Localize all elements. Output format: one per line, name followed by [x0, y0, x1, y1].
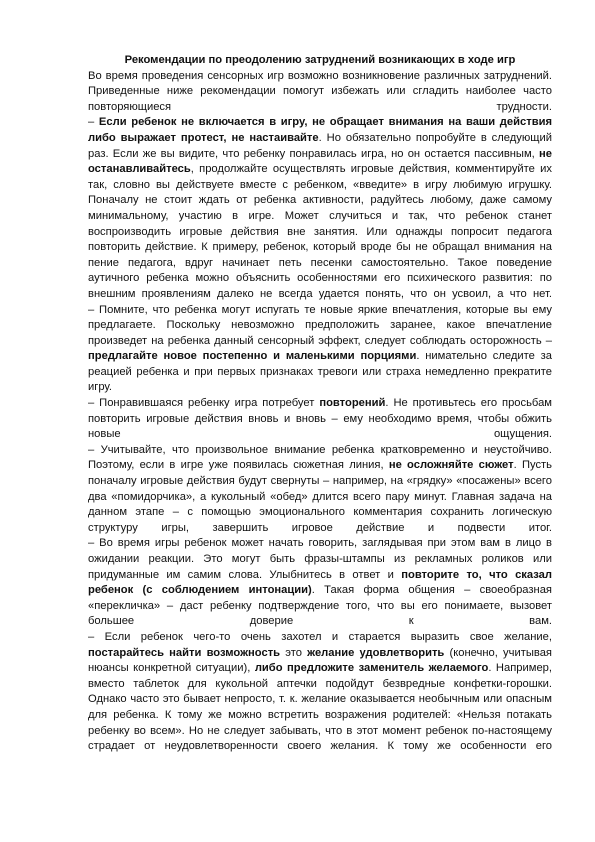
text-run: . Не противьтесь его просьбам повторить игровые действия вновь и вновь – ему необходимо время, чтобы обжить новые ощущения.: [88, 397, 552, 441]
paragraph: [88, 303, 552, 397]
text-run: – Понравившаяся ребенку игра потребует: [88, 397, 320, 410]
bold-text-run: постарайтесь найти возможность: [88, 646, 281, 659]
text-run: (конечно, учитывая нюансы конкретной ситуации),: [88, 646, 552, 675]
text-run: – Если ребенок чего-то очень захотел и старается выразить свое желание,: [88, 630, 552, 643]
text-run: . Но обязательно попробуйте в следующий раз. Если же вы видите, что ребенку понравилась игра, но он остается пассивным,: [88, 131, 552, 160]
paragraph: [88, 536, 552, 630]
paragraph: [88, 115, 552, 302]
bold-text-run: Если ребенок не включается в игру, не обращает внимания на ваши действия либо выражает протест, не настаивайте: [88, 116, 552, 144]
paragraph: [88, 396, 552, 443]
document-title: Рекомендации по преодолению затруднений возникающих в ходе игр: [124, 54, 516, 66]
bold-text-run: повторений: [319, 397, 386, 410]
bold-text-run: либо предложите заменитель желаемого: [254, 662, 489, 675]
text-run: , продолжайте осуществлять игровые действия, комментируйте их так, словно вы действуете вместе с ребенком, «введите» в игру любимую игрушку. Поначалу не стоит ждать от ребенка активности, радуйтесь любому, даже самому минимальному, участию в игре. Может случиться и так, что ребенок станет воспроизводить игровые действия вне занятия. Или однажды попросит педагога повторить действие. К примеру, ребенок, который вроде бы не обращал внимания на пение педагога, вдруг начинает петь песенки самостоятельно. Такое поведение аутичного ребенка можно объяснить особенностями его психического развития: по внешним проявлениям далеко не всегда удается понять, что он усвоил, а что нет.: [88, 163, 552, 300]
text-run: это: [280, 646, 308, 659]
text-run: Во время проведения сенсорных игр возможно возникновение различных затруднений. Приведенные ниже рекомендации помогут избежать или сгладить наиболее часто повторяющиеся трудности.: [88, 69, 552, 113]
text-run: –: [88, 116, 99, 129]
text-run: – Учитывайте, что произвольное внимание ребенка кратковременно и неустойчиво. Поэтому, если в игре уже появилась сюжетная линия,: [88, 443, 552, 472]
paragraph: [88, 69, 552, 116]
text-run: . Такая форма общения – своеобразная «перекличка» – даст ребенку подтверждение того, что вы его понимаете, вызовет большее доверие к вам.: [88, 584, 552, 628]
bold-text-run: желание удовлетворить: [307, 646, 445, 659]
text-run: – Помните, что ребенка могут испугать те новые яркие впечатления, которые вы ему предлагаете. Поскольку невозможно предположить заранее, какое впечатление произведет на ребенка данный сенсорный эффект, следует соблюдать осторожность –: [88, 303, 552, 347]
document-page: [88, 53, 552, 755]
text-run: – Во время игры ребенок может начать говорить, заглядывая при этом вам в лицо в ожидании реакции. Это могут быть фразы-штампы из рекламных роликов или придуманные им самим слова. Улыбнитесь в ответ и: [88, 537, 552, 581]
text-run: . Например, вместо таблеток для кукольной аптечки подойдут безвредные конфетки-горошки. Однако часто это бывает непросто, т. к. желание оказывается необычным или опасным для ребенка. К тому же можно встретить возражения родителей: «Нельзя потакать ребенку во всем». Но не следует забывать, что в этот момент ребенок по-настоящему страдает от неудовлетворенности своего желания. К тому же особенности его: [88, 662, 553, 753]
paragraph: [88, 443, 552, 537]
bold-text-run: не осложняйте сюжет: [388, 459, 514, 472]
text-run: . нимательно следите за реацией ребенка и при первых признаках тревоги или страха немедленно прекратите игру.: [88, 350, 552, 394]
paragraph: [88, 630, 552, 755]
bold-text-run: повторите то, что сказал ребенок (с соблюдением интонации): [88, 568, 552, 597]
bold-text-run: предлагайте новое постепенно и маленькими порциями: [88, 350, 417, 363]
document-body: [88, 69, 552, 755]
text-run: . Пусть поначалу игровые действия будут свернуты – например, на «грядку» «посажены» всего два «помидорчика», а кукольный «обед» длится всего пару минут. Главная задача на данном этапе – с помощью эмоционального комментария сохранить логическую структуру игры, завершить игровое действие и подвести итог.: [88, 459, 553, 534]
bold-text-run: не останавливайтесь: [88, 147, 552, 176]
